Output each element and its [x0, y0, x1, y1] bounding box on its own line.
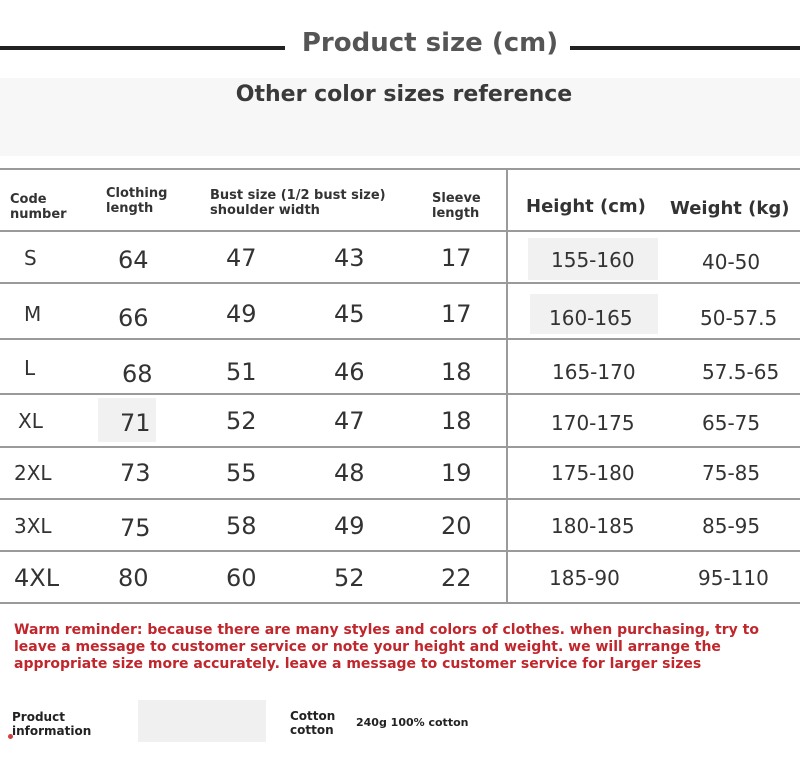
fabric-value: 240g 100% cotton: [356, 716, 469, 729]
bust-size: 60: [226, 564, 257, 592]
sleeve-length: 22: [441, 564, 472, 592]
product-info-label: [12, 710, 91, 738]
header-bust: [210, 188, 386, 218]
weight-range: 85-95: [702, 514, 761, 538]
table-row: [0, 232, 800, 284]
size-code: XL: [18, 409, 43, 433]
clothing-length: 68: [122, 360, 153, 388]
height-range: 160-165: [549, 306, 633, 330]
shoulder-width: 48: [334, 459, 365, 487]
page-subtitle: Other color sizes reference: [235, 82, 573, 107]
height-range: 165-170: [552, 360, 636, 384]
warm-reminder: Warm reminder: because there are many styles and colors of clothes. when purchasing, try to leave a message to customer service or note your height and weight. we will arrange the appropriate size more accurately. leave a message to customer service for larger sizes: [14, 622, 759, 672]
fabric-label-line1: Cotton: [290, 709, 336, 723]
sleeve-length: 18: [441, 358, 472, 386]
clothing-length: 75: [120, 514, 151, 542]
size-code: 2XL: [14, 461, 52, 485]
header-length: [106, 186, 167, 216]
header-sleeve-line1: Sleeve: [432, 191, 481, 206]
clothing-length: 64: [118, 246, 149, 274]
fabric-swatch: [138, 700, 266, 742]
clothing-length: 71: [120, 409, 151, 437]
table-row: [0, 342, 800, 394]
table-row: [0, 552, 800, 604]
weight-range: 95-110: [698, 566, 769, 590]
header-bust-line2: shoulder width: [210, 203, 320, 218]
header-sleeve-line2: length: [432, 206, 480, 221]
sleeve-length: 17: [441, 244, 472, 272]
clothing-length: 80: [118, 564, 149, 592]
header-weight: Weight (kg): [670, 198, 790, 219]
page-title: Product size (cm): [301, 28, 559, 58]
bust-size: 49: [226, 300, 257, 328]
sleeve-length: 17: [441, 300, 472, 328]
fabric-label: [290, 709, 335, 737]
title-rule-right: [570, 46, 800, 50]
weight-range: 40-50: [702, 250, 761, 274]
height-range: 185-90: [549, 566, 620, 590]
height-range: 155-160: [551, 248, 635, 272]
size-code: L: [24, 356, 36, 380]
weight-range: 75-85: [702, 461, 761, 485]
product-info-line1: Product: [12, 710, 65, 724]
shoulder-width: 52: [334, 564, 365, 592]
weight-range: 50-57.5: [700, 306, 778, 330]
size-code: M: [24, 302, 42, 326]
sleeve-length: 20: [441, 512, 472, 540]
header-length-line2: length: [106, 201, 154, 216]
bust-size: 52: [226, 407, 257, 435]
shoulder-width: 47: [334, 407, 365, 435]
weight-range: 57.5-65: [702, 360, 780, 384]
size-code: S: [24, 246, 37, 270]
header-sleeve: [432, 191, 481, 221]
table-top-rule: [0, 168, 800, 170]
weight-range: 65-75: [702, 411, 761, 435]
sleeve-length: 18: [441, 407, 472, 435]
header-height: Height (cm): [526, 196, 646, 217]
height-range: 175-180: [551, 461, 635, 485]
shoulder-width: 45: [334, 300, 365, 328]
product-info-line2: information: [12, 724, 92, 738]
sleeve-length: 19: [441, 459, 472, 487]
table-row: [0, 500, 800, 552]
height-range: 170-175: [551, 411, 635, 435]
height-range: 180-185: [551, 514, 635, 538]
fabric-label-line2: cotton: [290, 723, 334, 737]
table-row: [0, 447, 800, 499]
size-code: 3XL: [14, 514, 52, 538]
bust-size: 55: [226, 459, 257, 487]
header-code-line2: number: [10, 207, 67, 222]
header-length-line1: Clothing: [106, 186, 168, 201]
size-code: 4XL: [14, 564, 60, 592]
bust-size: 47: [226, 244, 257, 272]
table-row: [0, 288, 800, 340]
header-bust-line1: Bust size (1/2 bust size): [210, 188, 386, 203]
shoulder-width: 43: [334, 244, 365, 272]
header-code-line1: Code: [10, 192, 47, 207]
shoulder-width: 46: [334, 358, 365, 386]
clothing-length: 66: [118, 304, 149, 332]
bust-size: 58: [226, 512, 257, 540]
table-row: [0, 395, 800, 447]
clothing-length: 73: [120, 459, 151, 487]
header-code: [10, 192, 67, 222]
bust-size: 51: [226, 358, 257, 386]
shoulder-width: 49: [334, 512, 365, 540]
